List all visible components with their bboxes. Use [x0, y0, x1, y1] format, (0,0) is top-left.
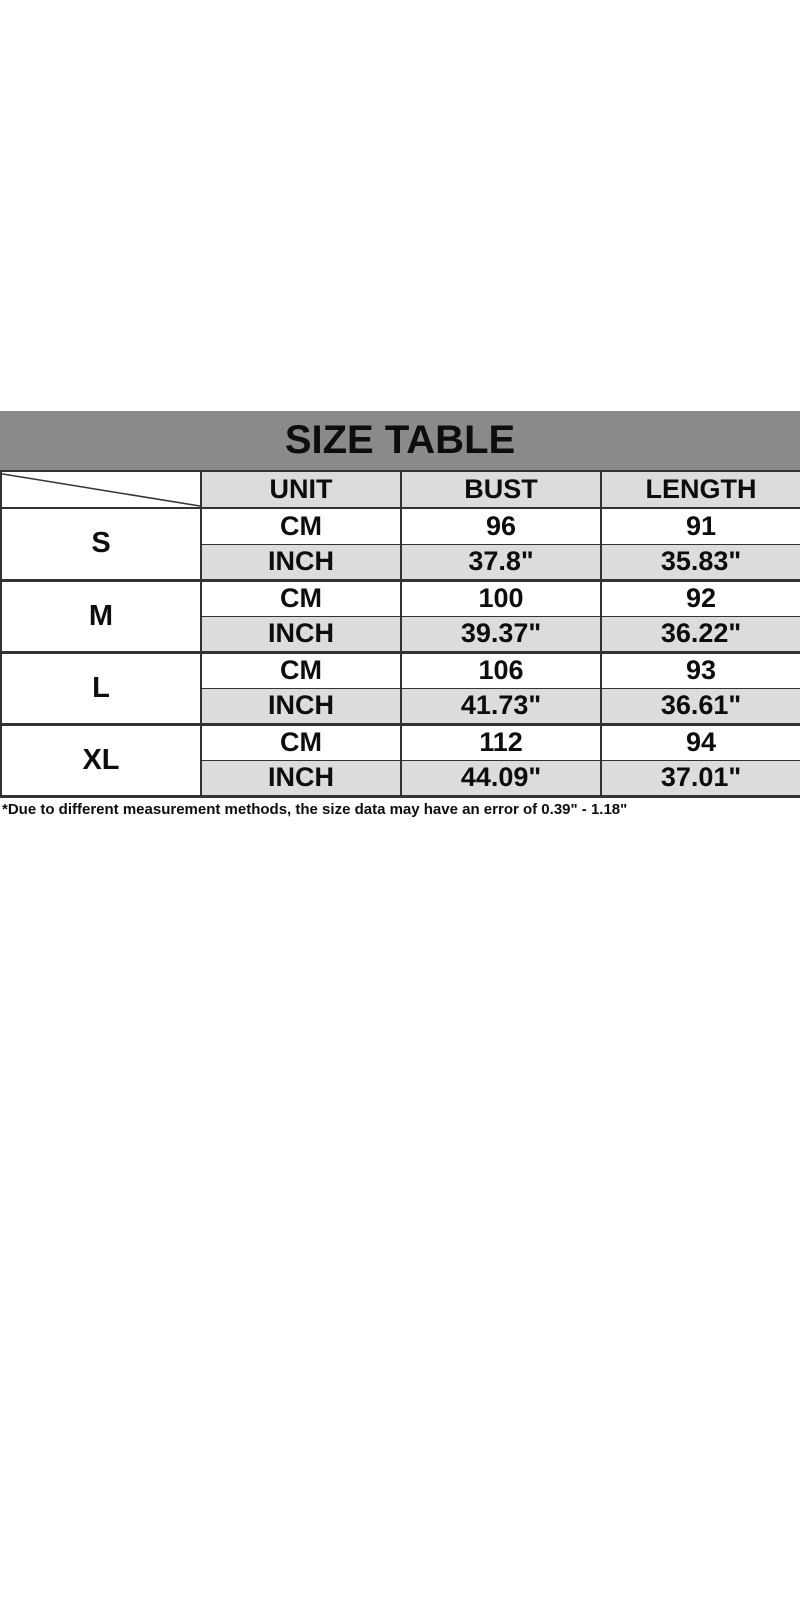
col-header-unit: UNIT [201, 471, 401, 508]
size-table [0, 470, 800, 798]
measurement-disclaimer: *Due to different measurement methods, the size data may have an error of 0.39" - 1.18" [2, 800, 628, 818]
bust-cm-xl: 112 [401, 724, 601, 760]
length-cm-xl: 94 [601, 724, 800, 760]
unit-cm: CM [201, 580, 401, 616]
size-chart [0, 411, 800, 818]
unit-cm: CM [201, 508, 401, 544]
size-label-xl: XL [1, 724, 201, 796]
bust-cm-s: 96 [401, 508, 601, 544]
size-label-s: S [1, 508, 201, 580]
length-inch-l: 36.61" [601, 688, 800, 724]
bust-cm-l: 106 [401, 652, 601, 688]
diagonal-split-cell [1, 471, 201, 508]
bust-inch-l: 41.73" [401, 688, 601, 724]
length-inch-m: 36.22" [601, 616, 800, 652]
length-inch-xl: 37.01" [601, 760, 800, 796]
bust-inch-m: 39.37" [401, 616, 601, 652]
table-row-m-cm [1, 580, 800, 616]
length-cm-s: 91 [601, 508, 800, 544]
table-row-s-cm [1, 508, 800, 544]
col-header-bust: BUST [401, 471, 601, 508]
length-cm-m: 92 [601, 580, 800, 616]
header-row [1, 471, 800, 508]
table-row-xl-cm [1, 724, 800, 760]
bust-cm-m: 100 [401, 580, 601, 616]
unit-inch: INCH [201, 616, 401, 652]
col-header-length: LENGTH [601, 471, 800, 508]
table-row-l-cm [1, 652, 800, 688]
unit-inch: INCH [201, 544, 401, 580]
length-cm-l: 93 [601, 652, 800, 688]
unit-cm: CM [201, 724, 401, 760]
unit-inch: INCH [201, 688, 401, 724]
size-table-title: SIZE TABLE [0, 411, 800, 470]
unit-inch: INCH [201, 760, 401, 796]
size-label-m: M [1, 580, 201, 652]
bust-inch-s: 37.8" [401, 544, 601, 580]
bust-inch-xl: 44.09" [401, 760, 601, 796]
length-inch-s: 35.83" [601, 544, 800, 580]
unit-cm: CM [201, 652, 401, 688]
diagonal-line [2, 472, 200, 507]
size-label-l: L [1, 652, 201, 724]
